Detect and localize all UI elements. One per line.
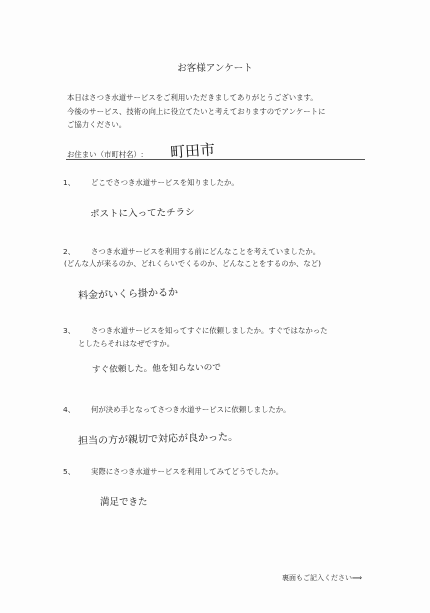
intro-text (67, 91, 387, 132)
question-5-text: 実際にさつき水道サービスを利用してみてどうでしたか。 (91, 467, 284, 476)
address-label: お住まい（市町村名）: (67, 150, 144, 159)
question-5-answer: 満足できた (100, 497, 148, 508)
question-1-text: どこでさつき水道サービスを知りましたか。 (91, 178, 239, 187)
page-title: お客様アンケート (177, 63, 253, 74)
question-5-number: 5、 (63, 467, 76, 476)
question-3-number: 3、 (63, 326, 76, 335)
question-4-number: 4、 (63, 405, 76, 414)
footer-note: 裏面もご記入ください⟹ (281, 574, 362, 582)
question-1-answer: ポストに入ってたチラシ (89, 207, 195, 220)
question-2-answer: 料金がいくら掛かるか (77, 287, 179, 302)
question-2-subtext: (どんな人が来るのか、どれくらいでくるのか、どんなことをするのか、など) (64, 259, 322, 268)
question-2-number: 2、 (63, 247, 76, 256)
question-1-number: 1、 (63, 178, 76, 187)
intro-line: 本日はさつき水道サービスをご利用いただきましてありがとうございます。 (67, 93, 318, 102)
question-4-text: 何が決め手となってさつき水道サービスに依頼しましたか。 (91, 405, 291, 414)
question-3-subtext: としたらそれはなぜですか。 (78, 339, 175, 348)
question-3-answer: すぐ依頼した。他を知らないので (91, 362, 222, 376)
question-3-text: さつき水道サービスを知ってすぐに依頼しましたか。すぐではなかった (91, 326, 328, 335)
question-2-text (91, 246, 391, 258)
question-2-line: さつき水道サービスを利用する前にどんなことを考えていましたか。 (91, 247, 321, 256)
address-value: 町田市 (169, 140, 216, 162)
intro-line: 今後のサービス、技術の向上に役立てたいと考えておりますのでアンケートに (67, 106, 326, 116)
question-4-answer: 担当の方が親切で対応が良かった。 (77, 431, 239, 448)
intro-line: ご協力ください。 (67, 120, 127, 129)
